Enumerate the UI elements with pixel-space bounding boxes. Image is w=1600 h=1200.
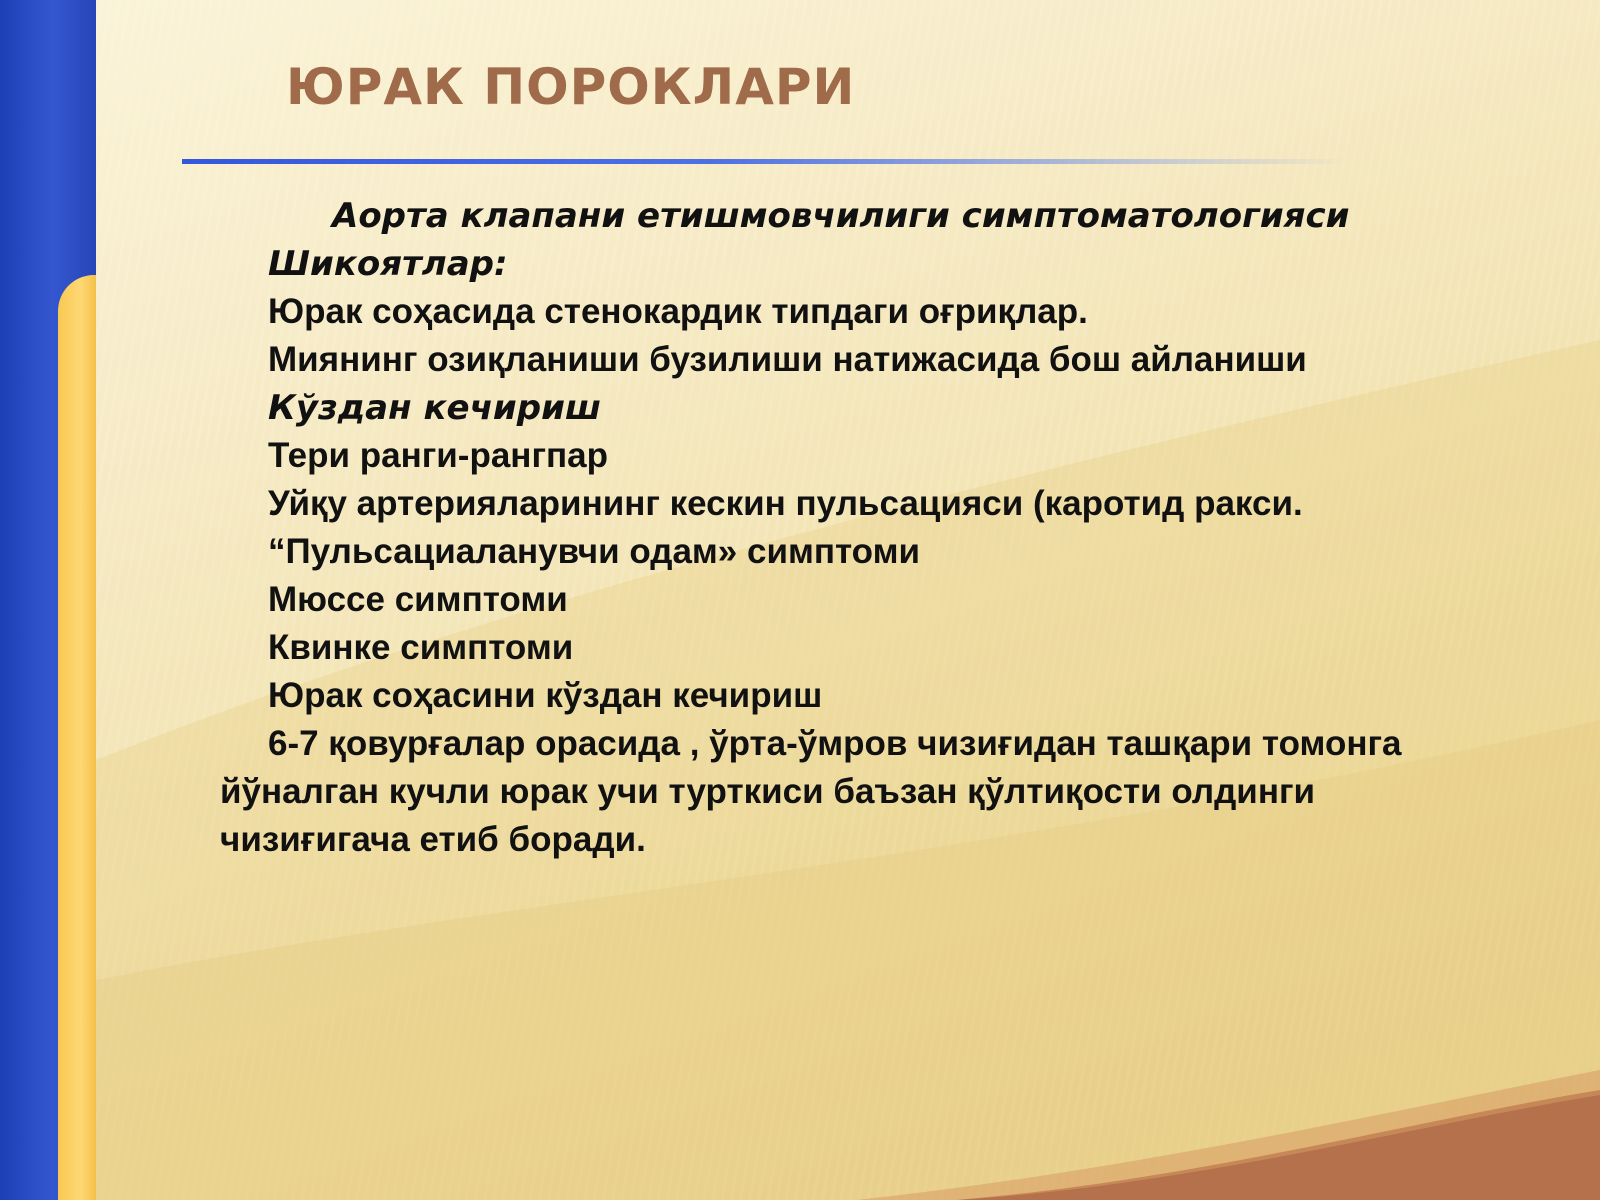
content-line: Уйқу артерияларининг кескин пульсацияси (каротид ракси. bbox=[268, 484, 1303, 523]
content-line: Юрак соҳасида стенокардик типдаги оғриқлар. bbox=[268, 292, 1088, 331]
content-line: Мюссе симптоми bbox=[268, 580, 568, 619]
slide-content bbox=[220, 192, 1520, 864]
content-line: Тери ранги-рангпар bbox=[268, 436, 609, 475]
content-line: Миянинг озиқланиши бузилиши натижасида бош айланиши bbox=[268, 340, 1307, 379]
content-heading: Аорта клапани етишмовчилиги симптоматологияси bbox=[332, 196, 1350, 236]
slide-title: ЮРАК ПОРОКЛАРИ bbox=[286, 58, 856, 116]
content-line: “Пульсациаланувчи одам» симптоми bbox=[268, 532, 921, 571]
section-inspection: Кўздан кечириш bbox=[268, 388, 602, 428]
content-line: Юрак соҳасини кўздан кечириш bbox=[268, 676, 823, 715]
content-line: Квинке симптоми bbox=[268, 628, 574, 667]
content-paragraph: 6-7 қовурғалар орасида , ўрта-ўмров чизиғидан ташқари томонга йўналган кучли юрак учи турткиси баъзан қўлтиқости олдинги чизиғигача етиб боради. bbox=[220, 724, 1402, 859]
title-underline bbox=[182, 159, 1352, 164]
left-yellow-bar bbox=[58, 275, 96, 1200]
section-complaints: Шикоятлар: bbox=[268, 244, 508, 284]
